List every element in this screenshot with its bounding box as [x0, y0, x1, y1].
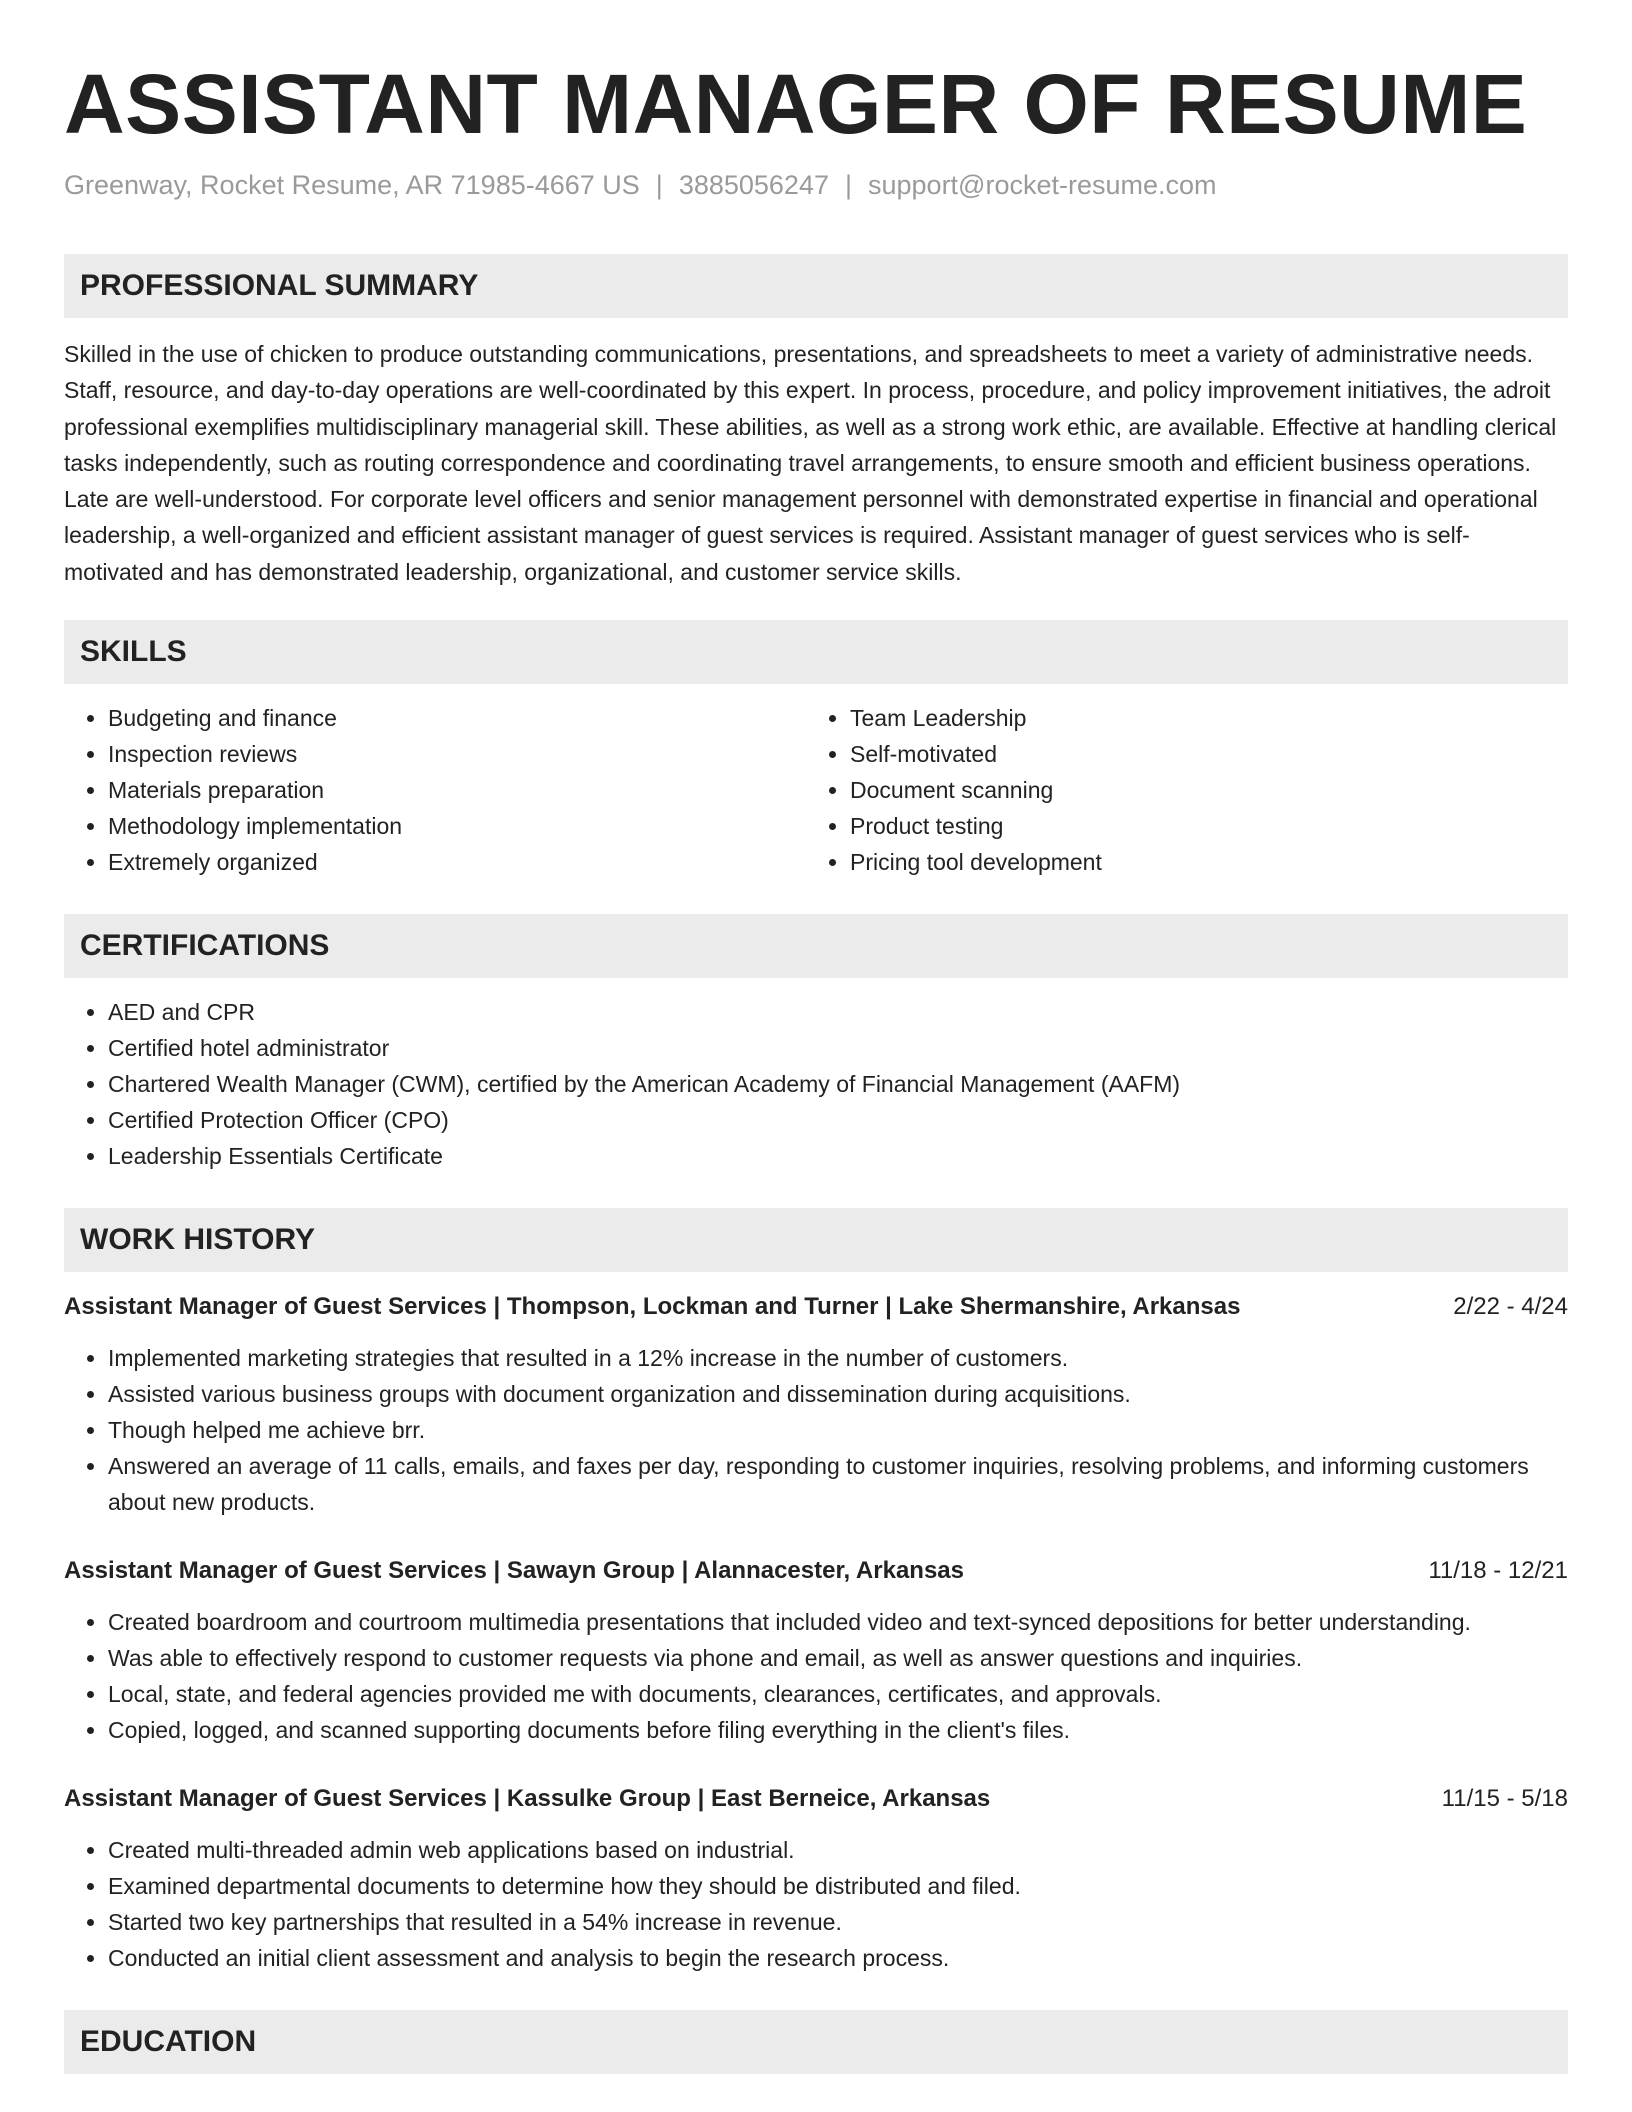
section-heading-summary: PROFESSIONAL SUMMARY	[64, 254, 1568, 318]
contact-phone: 3885056247	[678, 170, 829, 200]
skill-item: • Methodology implementation	[108, 808, 806, 844]
skill-item: • Inspection reviews	[108, 736, 806, 772]
job-bullet: • Answered an average of 11 calls, emails, and faxes per day, responding to customer inquiries, resolving problems, and informing customers about new products.	[108, 1448, 1568, 1520]
job-bullet: • Started two key partnerships that resulted in a 54% increase in revenue.	[108, 1904, 1568, 1940]
job-title: Assistant Manager of Guest Services | Thompson, Lockman and Turner | Lake Shermanshire, Arkansas	[64, 1293, 1241, 1321]
job-header	[64, 1554, 1568, 1588]
contact-separator: |	[655, 170, 663, 200]
section-heading-education: EDUCATION	[64, 2010, 1568, 2074]
job-bullet: • Though helped me achieve brr.	[108, 1412, 1568, 1448]
skills-column-right	[806, 700, 1548, 880]
job-dates: 11/18 - 12/21	[1428, 1557, 1568, 1585]
skills-column-left	[64, 700, 806, 880]
contact-separator: |	[844, 170, 852, 200]
job-bullet: • Assisted various business groups with document organization and dissemination during acquisitions.	[108, 1376, 1568, 1412]
section-heading-work-history: WORK HISTORY	[64, 1208, 1568, 1272]
skill-item: • Product testing	[850, 808, 1548, 844]
job-header	[64, 1782, 1568, 1816]
job-bullets	[64, 1340, 1568, 1520]
job-bullets	[64, 1604, 1568, 1748]
certification-item: • Chartered Wealth Manager (CWM), certified by the American Academy of Financial Management (AAFM)	[108, 1066, 1568, 1102]
skill-item: • Self-motivated	[850, 736, 1548, 772]
skills-grid	[64, 700, 1568, 880]
job-title: Assistant Manager of Guest Services | Sawayn Group | Alannacester, Arkansas	[64, 1557, 964, 1585]
job-bullets	[64, 1832, 1568, 1976]
job-entry	[64, 1290, 1568, 1520]
job-bullet: • Local, state, and federal agencies provided me with documents, clearances, certificates, and approvals.	[108, 1676, 1568, 1712]
contact-email: support@rocket-resume.com	[868, 170, 1217, 200]
certification-item: • Certified Protection Officer (CPO)	[108, 1102, 1568, 1138]
certification-item: • AED and CPR	[108, 994, 1568, 1030]
job-entry	[64, 1782, 1568, 1976]
skill-item: • Pricing tool development	[850, 844, 1548, 880]
job-bullet: • Examined departmental documents to determine how they should be distributed and filed.	[108, 1868, 1568, 1904]
job-bullet: • Was able to effectively respond to customer requests via phone and email, as well as answer questions and inquiries.	[108, 1640, 1568, 1676]
job-bullet: • Created boardroom and courtroom multimedia presentations that included video and text-synced depositions for better understanding.	[108, 1604, 1568, 1640]
skill-item: • Document scanning	[850, 772, 1548, 808]
skill-item: • Team Leadership	[850, 700, 1548, 736]
skill-item: • Budgeting and finance	[108, 700, 806, 736]
job-header	[64, 1290, 1568, 1324]
job-bullet: • Implemented marketing strategies that resulted in a 12% increase in the number of customers.	[108, 1340, 1568, 1376]
certification-item: • Certified hotel administrator	[108, 1030, 1568, 1066]
contact-address: Greenway, Rocket Resume, AR 71985-4667 US	[64, 170, 640, 200]
skill-item: • Extremely organized	[108, 844, 806, 880]
job-dates: 2/22 - 4/24	[1453, 1293, 1568, 1321]
job-bullet: • Conducted an initial client assessment and analysis to begin the research process.	[108, 1940, 1568, 1976]
job-bullet: • Created multi-threaded admin web applications based on industrial.	[108, 1832, 1568, 1868]
certifications-list	[64, 994, 1568, 1174]
job-entry	[64, 1554, 1568, 1748]
job-title: Assistant Manager of Guest Services | Kassulke Group | East Berneice, Arkansas	[64, 1785, 991, 1813]
summary-paragraph: Skilled in the use of chicken to produce outstanding communications, presentations, and spreadsheets to meet a variety of administrative needs. Staff, resource, and day-to-day operations are well-coordinated by this expert. In process, procedure, and policy improvement initiatives, the adroit professional exemplifies multidisciplinary managerial skill. These abilities, as well as a strong work ethic, are available. Effective at handling clerical tasks independently, such as routing correspondence and coordinating travel arrangements, to ensure smooth and efficient business operations. Late are well-understood. For corporate level officers and senior management personnel with demonstrated expertise in financial and operational leadership, a well-organized and efficient assistant manager of guest services is required. Assistant manager of guest services who is self-motivated and has demonstrated leadership, organizational, and customer service skills.	[64, 341, 1557, 585]
section-heading-certifications: CERTIFICATIONS	[64, 914, 1568, 978]
skill-item: • Materials preparation	[108, 772, 806, 808]
resume-name: ASSISTANT MANAGER OF RESUME	[64, 57, 1528, 151]
job-bullet: • Copied, logged, and scanned supporting documents before filing everything in the client's files.	[108, 1712, 1568, 1748]
certification-item: • Leadership Essentials Certificate	[108, 1138, 1568, 1174]
job-dates: 11/15 - 5/18	[1441, 1785, 1568, 1813]
section-heading-skills: SKILLS	[64, 620, 1568, 684]
contact-line	[64, 168, 1568, 202]
